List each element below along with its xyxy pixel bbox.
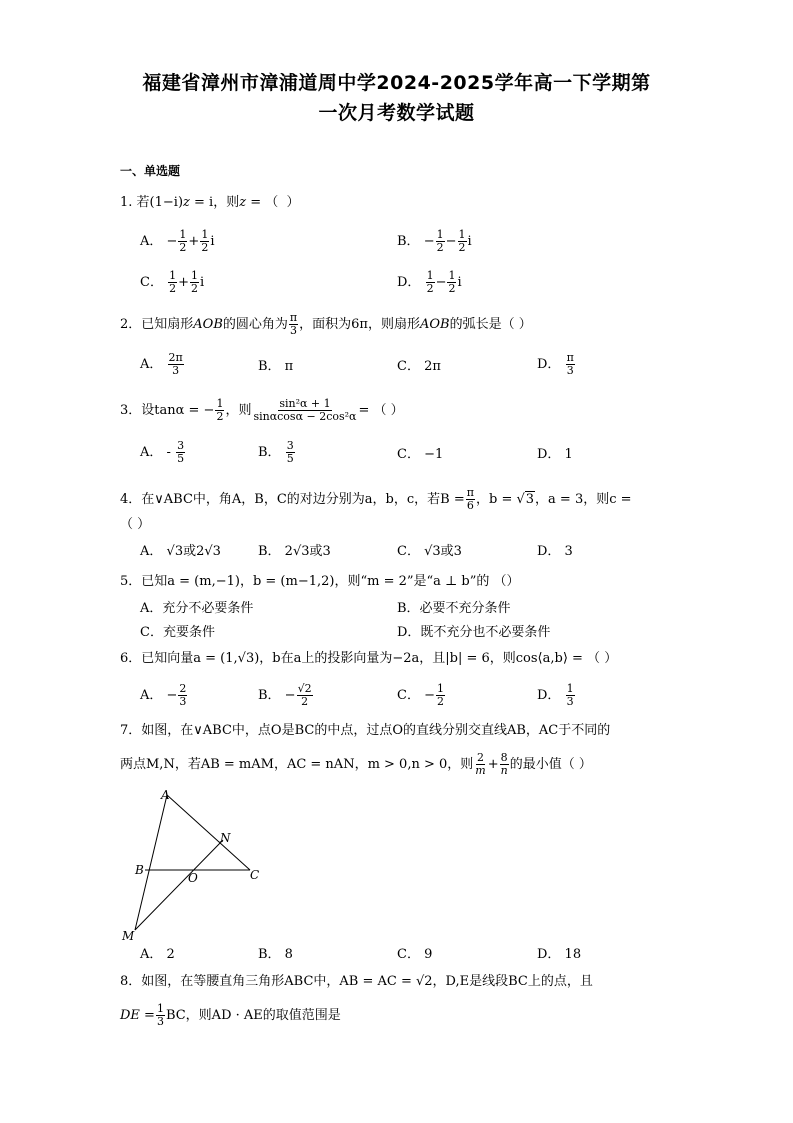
question-3-option-c[interactable]: C． −1 (397, 447, 444, 462)
question-6-stem: 6．已知向量a = (1,√3)，b在a上的投影向量为−2a，且|b| = 6，则cos⟨a,b⟩ = （ ） (120, 651, 618, 666)
question-7-option-c[interactable]: C． 9 (397, 947, 433, 962)
question-4-paren: （ ） (120, 517, 151, 532)
question-5-stem: 5．已知a = (m,−1)，b = (m−1,2)，则“m = 2”是“a ⊥ b”的 （） (120, 574, 520, 589)
question-2-option-b[interactable]: B． π (258, 359, 294, 374)
section-heading-single-choice: 一、单选题 (120, 164, 181, 178)
question-3-option-b[interactable]: B． $\frac{3}{5}$ (258, 439, 294, 465)
label-b: B (135, 863, 144, 877)
document-title-line2: 一次月考数学试题 (318, 102, 475, 124)
question-5-option-c[interactable]: C．充要条件 (140, 625, 215, 640)
question-4-option-b[interactable]: B． 2√3或3 (258, 544, 331, 559)
line-mn (135, 840, 223, 930)
label-n: N (220, 831, 231, 845)
question-2-option-a[interactable]: A． $\frac{2\pi}{3}$ (140, 351, 183, 377)
label-o: O (188, 871, 198, 885)
question-4-option-a[interactable]: A． √3或2√3 (140, 544, 221, 559)
question-1-option-c[interactable]: C． $\frac{1}{2}$ + $\frac{1}{2}$ i (140, 269, 205, 295)
line-ac (167, 795, 250, 870)
option-label: A． (140, 234, 163, 249)
question-8-stem-line1: 8．如图，在等腰直角三角形ABC中，AB = AC = √2，D,E是线段BC上的点，且 (120, 974, 593, 989)
option-label: B． (397, 234, 420, 249)
question-1-option-a[interactable]: A． − $\frac{1}{2}$ + $\frac{1}{2}$ i (140, 228, 215, 254)
question-3-option-d[interactable]: D． 1 (537, 447, 573, 462)
option-label: D． (397, 275, 421, 290)
question-7-stem-line2: 两点M,N，若AB = mAM，AC = nAN，m > 0,n > 0，则 $\frac{2}{m}$ + $\frac{8}{n}$ 的最小值（ ） (120, 751, 592, 777)
question-7-stem-line1: 7．如图，在∨ABC中，点O是BC的中点，过点O的直线分别交直线AB，AC于不同的 (120, 723, 611, 738)
question-7-option-b[interactable]: B． 8 (258, 947, 293, 962)
question-1-text: 若(1−i)z = i，则z = （ ） (136, 195, 300, 210)
question-6-option-a[interactable]: A． − $\frac{2}{3}$ (140, 682, 187, 708)
question-8-stem-line2: DE = $\frac{1}{3}$ BC，则AD · AE的取值范围是 (120, 1002, 341, 1028)
question-1-stem (120, 194, 300, 212)
label-a: A (161, 788, 170, 802)
question-7-triangle-figure (115, 785, 275, 945)
question-6-option-c[interactable]: C． − $\frac{1}{2}$ (397, 682, 444, 708)
question-7-option-d[interactable]: D． 18 (537, 947, 582, 962)
document-title-line1: 福建省漳州市漳浦道周中学2024-2025学年高一下学期第 (142, 72, 651, 94)
question-5-option-b[interactable]: B．必要不充分条件 (397, 601, 511, 616)
question-2-option-c[interactable]: C． 2π (397, 359, 441, 374)
question-5-option-d[interactable]: D．既不充分也不必要条件 (397, 625, 551, 640)
question-4-option-d[interactable]: D． 3 (537, 544, 573, 559)
question-1-number: 1. (120, 195, 133, 210)
question-6-option-b[interactable]: B． − $\frac{√2}{2}$ (258, 682, 312, 708)
label-m: M (122, 929, 135, 943)
question-3-stem: 3．设tanα = − $\frac{1}{2}$ ，则 $\frac{\text{sin²α + 1}}{\text{sinαcosα − 2cos²α}}$ = （ ） (120, 397, 404, 423)
question-5-option-a[interactable]: A．充分不必要条件 (140, 601, 254, 616)
question-2-option-d[interactable]: D． $\frac{\pi}{3}$ (537, 351, 574, 377)
label-c: C (250, 868, 260, 882)
option-label: C． (140, 275, 163, 290)
question-4-stem: 4．在∨ABC中，角A，B，C的对边分别为a，b，c，若B = $\frac{\pi}{6}$ ，b = √3，a = 3，则c = (120, 486, 632, 512)
question-6-option-d[interactable]: D． $\frac{1}{3}$ (537, 682, 574, 708)
question-7-option-a[interactable]: A． 2 (140, 947, 175, 962)
question-2-stem: 2．已知扇形AOB的圆心角为 $\frac{\pi}{3}$ ，面积为6π，则扇形AOB的弧长是（ ） (120, 311, 532, 337)
question-3-option-a[interactable]: A． - $\frac{3}{5}$ (140, 439, 185, 465)
question-1-option-d[interactable]: D． $\frac{1}{2}$ − $\frac{1}{2}$ i (397, 269, 462, 295)
question-1-option-b[interactable]: B． − $\frac{1}{2}$ − $\frac{1}{2}$ i (397, 228, 472, 254)
question-4-option-c[interactable]: C． √3或3 (397, 544, 462, 559)
